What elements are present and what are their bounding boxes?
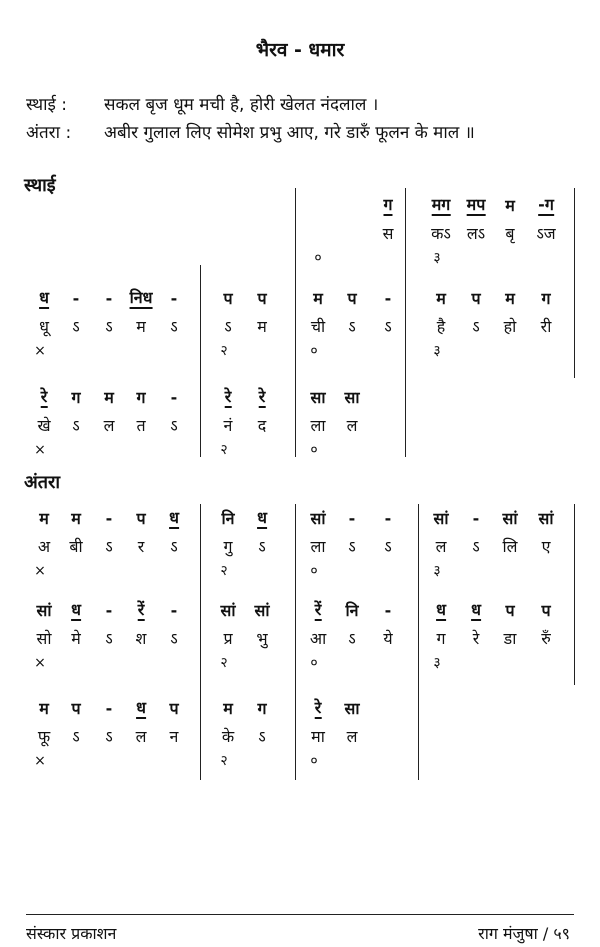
note-cell: प [71, 699, 81, 718]
note-cell: सा [310, 388, 326, 407]
lyric-line-antara [26, 120, 475, 143]
note-cell: सा [344, 388, 360, 407]
note-cell: -ग [538, 195, 554, 214]
note-cell: प [257, 289, 267, 308]
note-cell: रें [314, 600, 322, 619]
syllable-cell: ऽज [536, 224, 556, 243]
note-cell: प [541, 601, 551, 620]
syllable-cell: सो [36, 629, 52, 648]
syllable-cell: ए [541, 537, 551, 556]
footer-divider [26, 914, 574, 915]
syllable-cell: ऽ [224, 317, 232, 336]
note-cell: म [436, 289, 446, 308]
syllable-cell: ऽ [472, 537, 480, 556]
note-cell: ग [136, 388, 146, 407]
syllable-cell: स [382, 224, 394, 243]
footer-page-ref: राग मंजुषा / ५९ [478, 924, 570, 943]
taal-marker: ० [310, 753, 318, 769]
syllable-cell: म [257, 317, 267, 336]
note-cell: म [71, 509, 81, 528]
note-cell: निध [129, 288, 153, 307]
taal-marker: ० [310, 442, 318, 458]
syllable-cell: हो [503, 317, 517, 336]
note-cell: सां [433, 509, 449, 528]
note-cell: - [170, 289, 178, 308]
syllable-cell: रे [472, 629, 480, 648]
lyric-text: अबीर गुलाल लिए सोमेश प्रभु आए, गरे डारुँ फूलन के माल ॥ [104, 123, 475, 143]
taal-marker: ३ [433, 563, 441, 579]
note-cell: - [472, 509, 480, 528]
footer-publisher: संस्कार प्रकाशन [26, 924, 117, 943]
vibhag-divider [405, 188, 406, 457]
syllable-cell: ऽ [170, 416, 178, 435]
note-cell: म [223, 699, 233, 718]
syllable-cell: बृ [505, 224, 515, 243]
syllable-cell: आ [309, 629, 327, 648]
taal-marker: २ [220, 442, 228, 458]
note-cell: प [136, 509, 146, 528]
note-cell: ग [71, 388, 81, 407]
syllable-cell: म [136, 317, 146, 336]
note-cell: प [223, 289, 233, 308]
syllable-cell: ला [310, 537, 326, 556]
lyric-label: स्थाई : [26, 95, 68, 115]
taal-marker: ० [310, 343, 318, 359]
note-cell: ध [436, 600, 446, 619]
syllable-cell: ल [435, 537, 447, 556]
syllable-cell: ऽ [170, 537, 178, 556]
note-cell: म [505, 196, 515, 215]
note-cell: - [384, 601, 392, 620]
taal-marker: × [34, 343, 46, 359]
syllable-cell: ची [310, 317, 326, 336]
note-cell: नि [221, 509, 235, 528]
syllable-cell: द [257, 416, 267, 435]
note-cell: - [105, 699, 113, 718]
syllable-cell: त [136, 416, 146, 435]
taal-marker: २ [220, 563, 228, 579]
lyric-text: सकल बृज धूम मची है, होरी खेलत नंदलाल । [104, 95, 379, 115]
taal-marker: × [34, 753, 46, 769]
note-cell: ध [169, 508, 179, 527]
note-cell: सां [538, 509, 554, 528]
note-cell: सां [502, 509, 518, 528]
vibhag-divider [295, 188, 296, 457]
note-cell: ग [257, 699, 267, 718]
taal-marker: ० [310, 655, 318, 671]
syllable-cell: गु [223, 537, 233, 556]
taal-marker: × [34, 442, 46, 458]
note-cell: सा [344, 699, 360, 718]
syllable-cell: ऽ [384, 317, 392, 336]
note-cell: - [384, 289, 392, 308]
vibhag-divider [295, 504, 296, 780]
note-cell: म [505, 289, 515, 308]
note-cell: मप [466, 195, 486, 214]
taal-marker: २ [220, 753, 228, 769]
syllable-cell: मा [311, 727, 325, 746]
note-cell: सां [310, 509, 326, 528]
page-title: भैरव - धमार [255, 39, 345, 61]
syllable-cell: ऽ [472, 317, 480, 336]
note-cell: नि [345, 601, 359, 620]
note-cell: - [170, 601, 178, 620]
note-cell: रे [258, 387, 266, 406]
syllable-cell: ऽ [170, 629, 178, 648]
taal-marker: × [34, 655, 46, 671]
note-cell: - [105, 601, 113, 620]
syllable-cell: न [169, 727, 179, 746]
syllable-cell: ल [135, 727, 147, 746]
syllable-cell: ऽ [72, 727, 80, 746]
note-cell: म [39, 509, 49, 528]
note-cell: प [169, 699, 179, 718]
note-cell: - [72, 289, 80, 308]
syllable-cell: प्र [223, 629, 233, 648]
syllable-cell: ऽ [348, 317, 356, 336]
syllable-cell: श [135, 629, 147, 648]
vibhag-divider [200, 265, 201, 457]
syllable-cell: ऽ [72, 317, 80, 336]
syllable-cell: खे [37, 416, 51, 435]
note-cell: - [384, 509, 392, 528]
syllable-cell: ला [310, 416, 326, 435]
syllable-cell: भु [256, 629, 268, 648]
taal-marker: ३ [433, 343, 441, 359]
syllable-cell: धू [39, 317, 49, 336]
syllable-cell: ये [383, 629, 393, 648]
syllable-cell: लऽ [466, 224, 486, 243]
note-cell: - [105, 509, 113, 528]
note-cell: ध [257, 508, 267, 527]
note-cell: ध [136, 698, 146, 717]
note-cell: प [347, 289, 357, 308]
taal-marker: ० [310, 563, 318, 579]
section-title-sthai: स्थाई [24, 175, 56, 196]
taal-marker: ३ [433, 250, 441, 266]
taal-marker: ० [314, 250, 322, 266]
syllable-cell: ऽ [105, 629, 113, 648]
note-cell: ग [383, 195, 393, 214]
vibhag-divider [574, 504, 575, 685]
syllable-cell: री [540, 317, 552, 336]
vibhag-divider [574, 188, 575, 378]
note-cell: - [348, 509, 356, 528]
note-cell: रे [314, 698, 322, 717]
note-cell: - [170, 388, 178, 407]
syllable-cell: के [221, 727, 235, 746]
lyric-line-sthai [26, 92, 378, 115]
note-cell: रे [224, 387, 232, 406]
syllable-cell: ऽ [105, 537, 113, 556]
syllable-cell: ऽ [170, 317, 178, 336]
note-cell: - [105, 289, 113, 308]
syllable-cell: लि [502, 537, 518, 556]
note-cell: ध [39, 288, 49, 307]
syllable-cell: ल [346, 727, 358, 746]
syllable-cell: ऽ [105, 317, 113, 336]
note-cell: ग [541, 289, 551, 308]
syllable-cell: ग [436, 629, 446, 648]
syllable-cell: ऽ [258, 727, 266, 746]
note-cell: मग [431, 195, 451, 214]
note-cell: सां [254, 601, 270, 620]
taal-marker: × [34, 563, 46, 579]
syllable-cell: ऽ [348, 629, 356, 648]
note-cell: ध [471, 600, 481, 619]
note-cell: सां [36, 601, 52, 620]
vibhag-divider [200, 504, 201, 780]
note-cell: रे [40, 387, 48, 406]
syllable-cell: बी [69, 537, 83, 556]
taal-marker: २ [220, 343, 228, 359]
note-cell: म [104, 388, 114, 407]
syllable-cell: अ [37, 537, 51, 556]
note-cell: सां [220, 601, 236, 620]
section-title-antara: अंतरा [24, 472, 61, 493]
syllable-cell: ऽ [72, 416, 80, 435]
note-cell: म [313, 289, 323, 308]
note-cell: रें [137, 600, 145, 619]
syllable-cell: रुँ [541, 629, 551, 648]
syllable-cell: डा [503, 629, 517, 648]
syllable-cell: ल [346, 416, 358, 435]
lyric-label: अंतरा : [26, 123, 72, 143]
syllable-cell: ऽ [105, 727, 113, 746]
taal-marker: २ [220, 655, 228, 671]
syllable-cell: ऽ [348, 537, 356, 556]
vibhag-divider [418, 504, 419, 780]
taal-marker: ३ [433, 655, 441, 671]
syllable-cell: मे [71, 629, 81, 648]
note-cell: म [39, 699, 49, 718]
note-cell: प [505, 601, 515, 620]
syllable-cell: ल [103, 416, 115, 435]
syllable-cell: है [436, 317, 446, 336]
note-cell: प [471, 289, 481, 308]
syllable-cell: र [137, 537, 145, 556]
syllable-cell: ऽ [258, 537, 266, 556]
syllable-cell: नं [223, 416, 233, 435]
syllable-cell: ऽ [384, 537, 392, 556]
syllable-cell: कऽ [431, 224, 451, 243]
syllable-cell: फू [37, 727, 51, 746]
note-cell: ध [71, 600, 81, 619]
